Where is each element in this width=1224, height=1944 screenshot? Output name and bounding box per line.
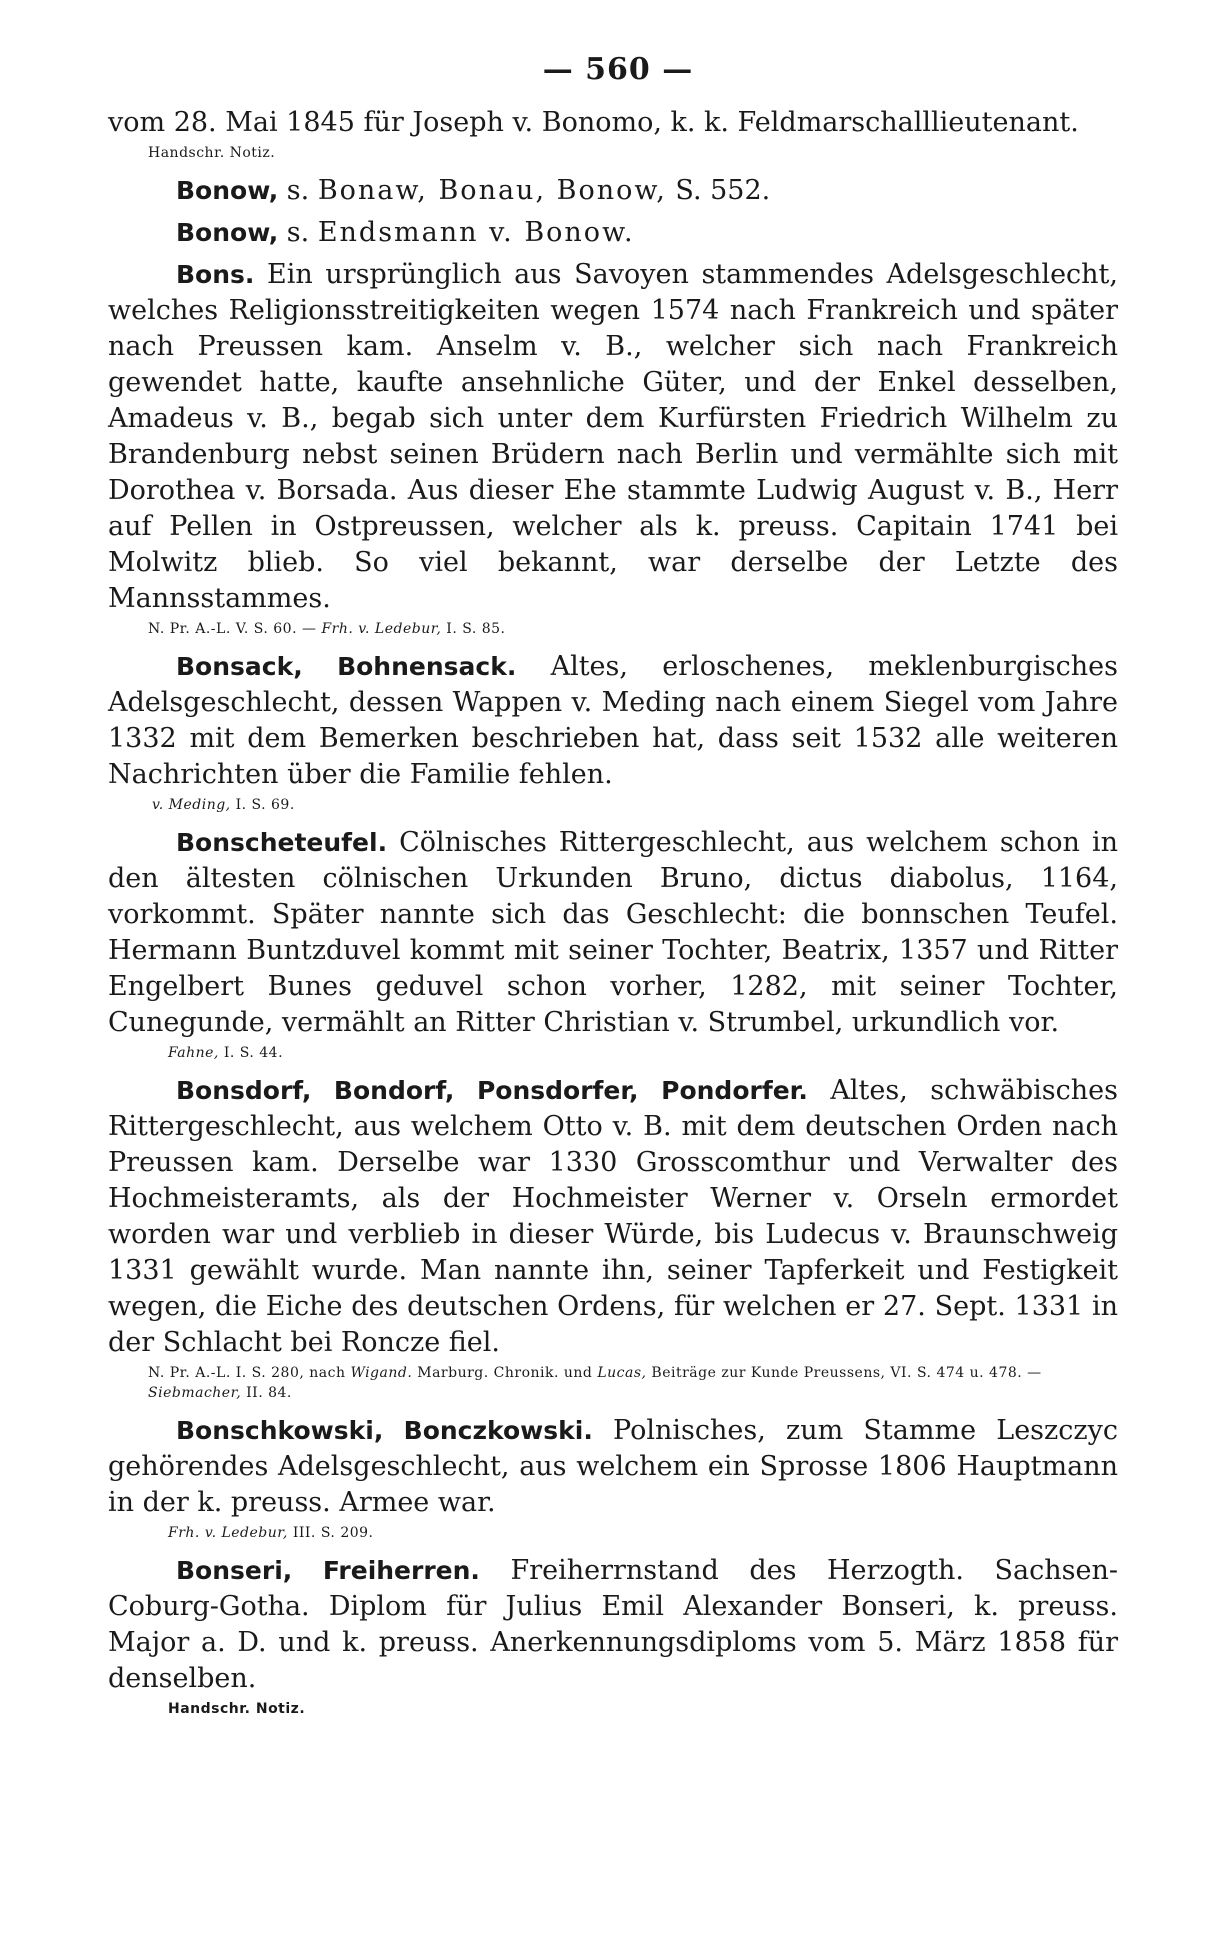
entry-head: Bons.: [176, 260, 255, 289]
entry-text: Cölnisches Rittergeschlecht, aus welchem schon in den ältesten cölnischen Urkunden Bruno, dictus diabolus, 1164, vorkommt. Später nannte sich das Geschlecht: die bonnschen Teufel. Hermann Buntzduvel kommt mit seiner Tochter, Beatrix, 1357 und Ritter Engelbert Bunes geduvel schon vorher, 1282, mit seiner Tochter, Cunegunde, vermählt an Ritter Christian v. Strumbel, urkundlich vor.: [108, 827, 1118, 1038]
source-note: Fahne, I. S. 44.: [168, 1045, 284, 1061]
entry-text: Freiherrnstand des Herzogth. Sachsen-Coburg-Gotha. Diplom für Julius Emil Alexander Bonseri, k. preuss. Major a. D. und k. preuss. Anerkennungsdiploms vom 5. März 1858 für denselben.: [108, 1555, 1118, 1694]
entry-head: Bonow,: [176, 176, 279, 205]
source-note: Handschr. Notiz.: [148, 145, 276, 161]
entry-head: Bonseri, Freiherren.: [176, 1556, 480, 1585]
entry-bonseri: [108, 1553, 1118, 1697]
document-page: [108, 52, 1118, 1729]
entry-head: Bonscheteufel.: [176, 828, 388, 857]
entry-bonow-2: Bonow, s. Endsmann v. Bonow.: [176, 217, 635, 248]
entry-text: Ein ursprünglich aus Savoyen stammendes Adelsgeschlecht, welches Religionsstreitigkeiten wegen 1574 nach Frankreich und später nach Preussen kam. Anselm v. B., welcher sich nach Frankreich gewendet hatte, kaufte ansehnliche Güter, und der Enkel desselben, Amadeus v. B., begab sich unter dem Kurfürsten Friedrich Wilhelm zu Brandenburg nebst seinen Brüdern nach Berlin und vermählte sich mit Dorothea v. Borsada. Aus dieser Ehe stammte Ludwig August v. B., Herr auf Pellen in Ostpreussen, welcher als k. preuss. Capitain 1741 bei Molwitz blieb. So viel bekannt, war derselbe der Letzte des Mannsstammes.: [108, 259, 1118, 614]
entry-text: Altes, schwäbisches Rittergeschlecht, aus welchem Otto v. B. mit dem deutschen Orden nach Preussen kam. Derselbe war 1330 Grosscomthur und Verwalter des Hochmeisteramts, als der Hochmeister Werner v. Orseln ermordet worden war und verblieb in dieser Würde, bis Ludecus v. Braunschweig 1331 gewählt wurde. Man nannte ihn, seiner Tapferkeit und Festigkeit wegen, die Eiche des deutschen Ordens, für welchen er 27. Sept. 1331 in der Schlacht bei Roncze fiel.: [108, 1075, 1118, 1358]
source-note: N. Pr. A.-L. V. S. 60. — Frh. v. Ledebur, I. S. 85.: [148, 621, 506, 637]
source-note: N. Pr. A.-L. I. S. 280, nach Wigand. Marburg. Chronik. und Lucas, Beiträge zur Kunde Preussens, VI. S. 474 u. 478. — Siebmacher, II. 84.: [148, 1365, 1042, 1401]
source-note: Handschr. Notiz.: [168, 1701, 306, 1717]
entry-bonow-1: Bonow, s. Bonaw, Bonau, Bonow, S. 552.: [176, 175, 771, 206]
entry-head: Bonsack, Bohnensack.: [176, 652, 517, 681]
entry-text: Polnisches, zum Stamme Leszczyc gehörendes Adelsgeschlecht, aus welchem ein Sprosse 1806 Hauptmann in der k. preuss. Armee war.: [108, 1415, 1118, 1518]
entry-bonsdorf: [108, 1073, 1118, 1361]
entry-bons: [108, 257, 1118, 617]
entry-bonsack: [108, 649, 1118, 793]
entry-head: Bonschkowski, Bonczkowski.: [176, 1416, 593, 1445]
entry-head: Bonsdorf, Bondorf, Ponsdorfer, Pondorfer.: [176, 1076, 808, 1105]
source-note: v. Meding, I. S. 69.: [152, 797, 295, 813]
entry-head: Bonow,: [176, 218, 279, 247]
entry-bonscheteufel: [108, 825, 1118, 1041]
entry-bonschkowski: [108, 1413, 1118, 1521]
source-note: Frh. v. Ledebur, III. S. 209.: [168, 1525, 374, 1541]
continuation-paragraph: vom 28. Mai 1845 für Joseph v. Bonomo, k. k. Feldmarschalllieutenant.: [108, 107, 1079, 138]
entry-text: Altes, erloschenes, meklenburgisches Adelsgeschlecht, dessen Wappen v. Meding nach einem Siegel vom Jahre 1332 mit dem Bemerken beschrieben hat, dass seit 1532 alle weiteren Nachrichten über die Familie fehlen.: [108, 651, 1118, 790]
page-number: — 560 —: [542, 52, 694, 87]
